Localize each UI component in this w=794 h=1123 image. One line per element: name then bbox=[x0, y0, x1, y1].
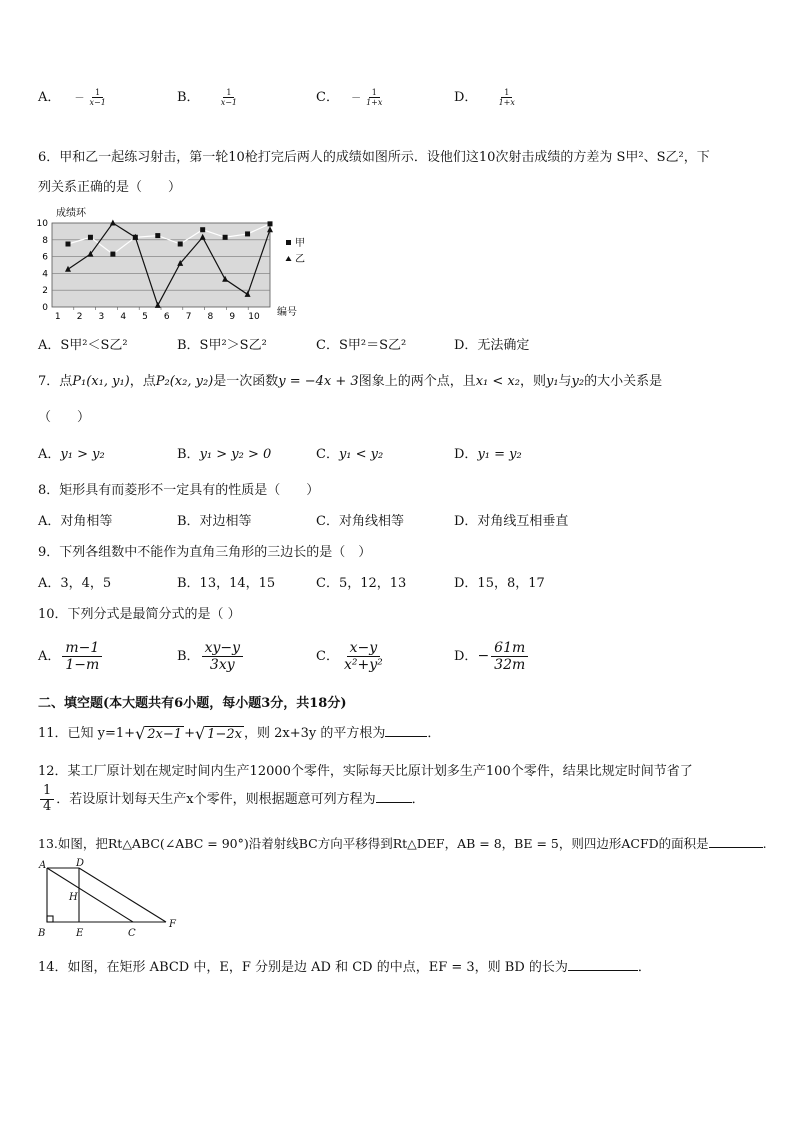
option-label: A． bbox=[38, 649, 61, 665]
q14-text: ． bbox=[637, 960, 651, 975]
data-point-jia bbox=[223, 235, 228, 240]
label-h: H bbox=[69, 892, 78, 903]
point-p1: P₁(x₁, y₁) bbox=[72, 374, 130, 389]
sqrt-expression bbox=[194, 723, 244, 743]
q7-text: 7．点 bbox=[38, 374, 73, 389]
q9-option-d: D．15，8，17 bbox=[454, 576, 545, 591]
x-tick-label: 3 bbox=[98, 312, 105, 320]
x-tick-label: 8 bbox=[207, 312, 214, 320]
legend-label-jia: 甲 bbox=[295, 238, 305, 249]
fraction bbox=[363, 88, 385, 107]
y-axis-label: 成绩环 bbox=[56, 208, 86, 219]
q10-stem: 10．下列分式是最简分式的是（ ） bbox=[38, 607, 241, 622]
q6-stem-line1: 6．甲和乙一起练习射击，第一轮10枪打完后两人的成绩如图所示．设他们这10次射击成绩的方差为 S甲²、S乙²，下 bbox=[38, 150, 710, 165]
q7-option-d bbox=[454, 443, 522, 462]
y-tick-label: 0 bbox=[42, 303, 48, 313]
y-tick-label: 2 bbox=[42, 286, 48, 297]
q11-text: ，则 2x+3y 的平方根为 bbox=[243, 726, 386, 741]
denominator: x−1 bbox=[89, 98, 106, 107]
numerator: m−1 bbox=[62, 640, 102, 657]
denominator: 1−m bbox=[65, 657, 100, 674]
radicand: 1−2x bbox=[207, 726, 242, 742]
numerator: 1 bbox=[501, 88, 512, 98]
q8-option-b: B．对边相等 bbox=[177, 514, 252, 529]
answer-blank[interactable] bbox=[568, 970, 638, 971]
denominator: 4 bbox=[43, 798, 52, 814]
q6-option-a: A．S甲²＜S乙² bbox=[38, 338, 128, 353]
right-angle-marker bbox=[47, 916, 53, 922]
numerator: 1 bbox=[223, 88, 234, 98]
y-tick-labels bbox=[37, 219, 49, 313]
x-tick-label: 7 bbox=[185, 312, 192, 320]
data-point-jia bbox=[66, 242, 71, 247]
q6-option-b: B．S甲²＞S乙² bbox=[177, 338, 267, 353]
option-label: B． bbox=[177, 649, 200, 665]
denominator: 1+x bbox=[498, 98, 515, 107]
x-tick-labels bbox=[55, 312, 260, 320]
q13-text: . bbox=[762, 836, 767, 851]
q13-text: 13.如图，把Rt△ABC(∠ABC = 90°)沿着射线BC方向平移得到Rt△DEF，AB = 8，BE = 5，则四边形ACFD的面积是 bbox=[38, 836, 709, 851]
denominator: 3xy bbox=[209, 657, 235, 674]
data-point-jia bbox=[155, 233, 160, 238]
q9-stem: 9．下列各组数中不能作为直角三角形的三边长的是（ ） bbox=[38, 545, 372, 560]
q8-stem: 8．矩形具有而菱形不一定具有的性质是（ ） bbox=[38, 483, 320, 498]
radicand: 2x−1 bbox=[147, 726, 183, 742]
q12-text: ． bbox=[411, 791, 425, 807]
numerator: 1 bbox=[40, 784, 54, 800]
q12-stem-line1: 12．某工厂原计划在规定时间内生产12000个零件，实际每天比原计划多生产100个零件，结果比规定时间节省了 bbox=[38, 764, 693, 779]
q12-text: ．若设原计划每天生产x个零件，则根据题意可列方程为 bbox=[56, 791, 376, 807]
q10-option-a bbox=[38, 640, 104, 673]
option-expr: y₁ > y₂ > 0 bbox=[199, 447, 272, 462]
y-tick-label: 8 bbox=[42, 235, 48, 246]
q14-text: 14．如图，在矩形 ABCD 中，E，F 分别是边 AD 和 CD 的中点，EF = 3，则 BD 的长为 bbox=[38, 960, 568, 975]
fraction bbox=[62, 640, 102, 673]
answer-blank[interactable] bbox=[385, 736, 427, 737]
q10-option-b bbox=[177, 640, 245, 673]
x-tick-label: 10 bbox=[248, 312, 260, 320]
option-expr: y₁ = y₂ bbox=[477, 447, 522, 462]
data-point-jia bbox=[268, 221, 273, 226]
q9-option-c: C．5，12，13 bbox=[316, 576, 407, 591]
segment-df bbox=[79, 868, 166, 922]
q6-option-d: D．无法确定 bbox=[454, 338, 530, 353]
option-label: D． bbox=[454, 90, 478, 105]
label-c: C bbox=[128, 928, 136, 939]
y-tick-label: 4 bbox=[42, 269, 48, 280]
option-label: A． bbox=[38, 447, 61, 462]
q6-stem-line2: 列关系正确的是（ ） bbox=[38, 180, 182, 195]
numerator: x−y bbox=[347, 640, 381, 657]
q11-stem bbox=[38, 722, 440, 742]
denominator: x−1 bbox=[220, 98, 238, 107]
q11-text: 11．已知 y=1+ bbox=[38, 726, 136, 741]
label-e: E bbox=[76, 928, 84, 939]
label-d: D bbox=[76, 858, 85, 869]
fraction bbox=[87, 88, 109, 107]
q11-text: ． bbox=[427, 726, 441, 741]
legend-label-yi: 乙 bbox=[295, 254, 305, 265]
legend bbox=[286, 237, 306, 265]
q8-option-d: D．对角线互相垂直 bbox=[454, 514, 569, 529]
q8-option-c: C．对角线相等 bbox=[316, 514, 404, 529]
sqrt-expression bbox=[135, 723, 184, 743]
x-tick-label: 4 bbox=[120, 312, 127, 320]
denominator: 1+x bbox=[366, 98, 383, 107]
q5-option-b bbox=[177, 86, 242, 107]
q7-option-a bbox=[38, 443, 105, 462]
x-tick-label: 5 bbox=[142, 312, 148, 320]
data-point-jia bbox=[245, 231, 250, 236]
radical-sign: √ bbox=[194, 723, 206, 743]
y1: y₁ bbox=[545, 374, 559, 389]
segment-ac bbox=[47, 868, 133, 922]
y2: y₂ bbox=[571, 374, 585, 389]
q7-option-b bbox=[177, 443, 271, 462]
option-label: B． bbox=[177, 90, 200, 105]
q7-text: ，点 bbox=[129, 374, 156, 389]
legend-triangle-icon bbox=[286, 256, 292, 261]
legend-square-icon bbox=[286, 240, 291, 245]
y-tick-label: 10 bbox=[36, 219, 48, 229]
q6-option-c: C．S甲²＝S乙² bbox=[316, 338, 407, 353]
radical-sign: √ bbox=[135, 723, 146, 743]
q7-text: 的大小关系是 bbox=[584, 374, 663, 389]
minus-sign: − bbox=[477, 648, 490, 665]
q7-text: 图象上的两个点，且 bbox=[358, 374, 476, 389]
option-label: C． bbox=[316, 90, 339, 105]
translation-figure bbox=[36, 858, 186, 940]
label-b: B bbox=[38, 928, 46, 939]
numerator: 1 bbox=[92, 88, 103, 98]
x-tick-label: 6 bbox=[163, 312, 170, 320]
numerator: xy−y bbox=[202, 640, 243, 657]
linear-function: y = −4x + 3 bbox=[278, 374, 359, 389]
denominator: x²+y² bbox=[343, 657, 383, 674]
data-point-jia bbox=[178, 242, 183, 247]
data-point-jia bbox=[200, 227, 205, 232]
q8-option-a: A．对角相等 bbox=[38, 514, 113, 529]
fraction bbox=[218, 88, 240, 107]
data-point-yi bbox=[110, 220, 116, 226]
q5-option-c bbox=[316, 86, 387, 107]
q9-option-a: A．3，4，5 bbox=[38, 576, 112, 591]
q5-option-a bbox=[38, 86, 111, 107]
q5-option-d bbox=[454, 86, 520, 107]
x-axis-label: 编号 bbox=[277, 307, 297, 318]
numerator: 61m bbox=[491, 640, 528, 657]
numerator: 1 bbox=[369, 88, 380, 98]
q10-option-c bbox=[316, 640, 388, 673]
q12-stem-line2 bbox=[38, 784, 425, 815]
q7-stem bbox=[38, 370, 662, 389]
minus-sign: － bbox=[351, 93, 362, 104]
minus-sign: － bbox=[74, 93, 85, 104]
x-tick-label: 2 bbox=[76, 312, 83, 320]
option-label: A． bbox=[38, 90, 61, 105]
option-expr: y₁ < y₂ bbox=[338, 447, 384, 462]
fraction bbox=[491, 640, 528, 673]
x-tick-label: 1 bbox=[54, 312, 61, 320]
section-title: 二、填空题(本大题共有6小题，每小题3分，共18分) bbox=[38, 696, 347, 711]
fraction bbox=[341, 640, 386, 673]
q10-option-d bbox=[454, 640, 530, 673]
option-expr: y₁ > y₂ bbox=[60, 447, 105, 462]
fraction bbox=[40, 784, 54, 815]
x-tick-label: 9 bbox=[229, 312, 236, 320]
option-label: C． bbox=[316, 649, 339, 665]
x-condition: x₁ < x₂ bbox=[475, 374, 520, 389]
label-f: F bbox=[169, 919, 176, 930]
q7-text: 是一次函数 bbox=[213, 374, 279, 389]
answer-blank[interactable] bbox=[709, 847, 763, 848]
q7-paren: （ ） bbox=[38, 410, 91, 425]
y-tick-label: 6 bbox=[42, 252, 48, 263]
q9-option-b: B．13，14，15 bbox=[177, 576, 276, 591]
answer-blank[interactable] bbox=[376, 802, 412, 803]
q7-text: ，则 bbox=[519, 374, 546, 389]
q7-text: 与 bbox=[558, 374, 572, 389]
option-label: D． bbox=[454, 649, 478, 665]
label-a: A bbox=[39, 860, 47, 871]
fraction bbox=[202, 640, 243, 673]
option-label: B． bbox=[177, 447, 200, 462]
denominator: 32m bbox=[494, 657, 526, 674]
point-p2: P₂(x₂, y₂) bbox=[155, 374, 214, 389]
data-point-jia bbox=[88, 235, 93, 240]
score-line-chart bbox=[30, 205, 320, 320]
q13-stem bbox=[38, 834, 767, 852]
data-point-jia bbox=[110, 252, 115, 257]
option-label: C． bbox=[316, 447, 339, 462]
option-label: D． bbox=[454, 447, 478, 462]
q11-text: + bbox=[184, 726, 195, 741]
q14-stem bbox=[38, 956, 651, 975]
q7-option-c bbox=[316, 443, 383, 462]
fraction bbox=[496, 88, 518, 107]
